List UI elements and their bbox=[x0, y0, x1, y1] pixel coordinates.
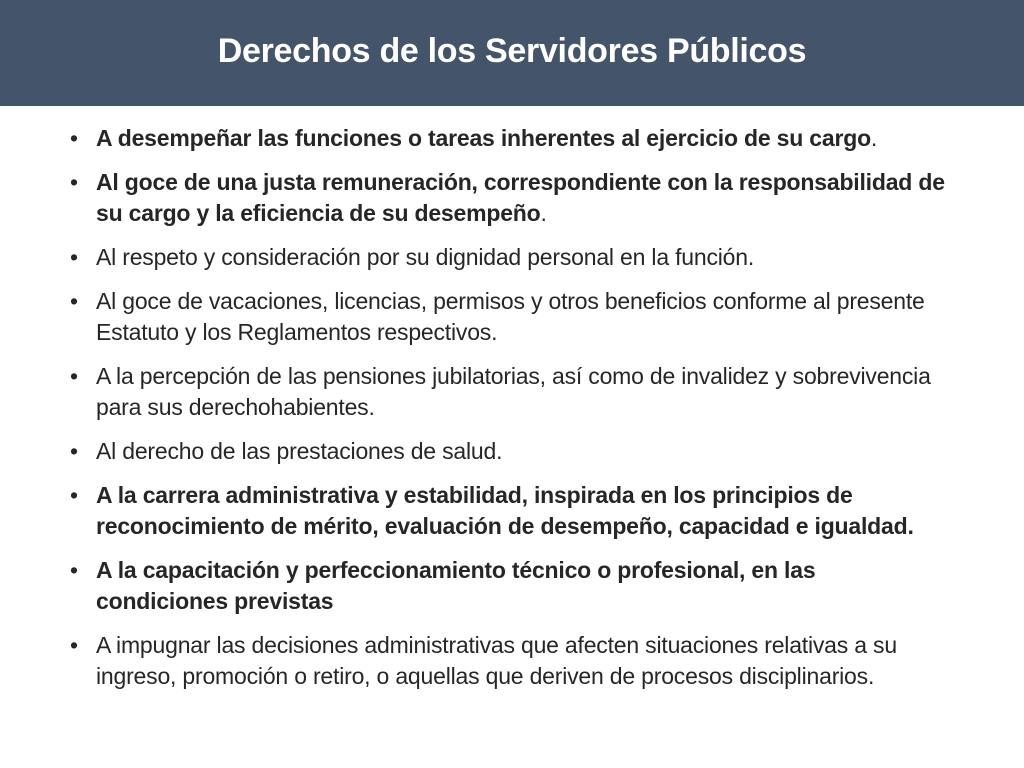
bullet-text: Al derecho de las prestaciones de salud. bbox=[96, 438, 503, 464]
bullet-content bbox=[70, 123, 950, 705]
bullet-text: A la carrera administrativa y estabilidad, inspirada en los principios de reconocimiento de mérito, evaluación de desempeño, capacidad e igualdad. bbox=[96, 482, 914, 539]
bullet-dot-icon: • bbox=[70, 169, 78, 195]
bullet-text: A la percepción de las pensiones jubilatorias, así como de invalidez y sobrevivencia para sus derechohabientes. bbox=[96, 363, 931, 420]
bullet-item bbox=[70, 630, 950, 692]
bullet-text: Al goce de vacaciones, licencias, permisos y otros beneficios conforme al presente Estatuto y los Reglamentos respectivos. bbox=[96, 288, 925, 345]
bullet-suffix: . bbox=[540, 200, 547, 226]
bullet-suffix: . bbox=[870, 125, 878, 151]
bullet-item bbox=[70, 242, 950, 273]
bullet-text: A impugnar las decisiones administrativas que afecten situaciones relativas a su ingreso, promoción o retiro, o aquellas que deriven de procesos disciplinarios. bbox=[96, 632, 897, 689]
bullet-dot-icon: • bbox=[70, 557, 78, 583]
bullet-item bbox=[70, 286, 950, 348]
bullet-item bbox=[70, 480, 950, 542]
bullet-item bbox=[70, 361, 950, 423]
bullet-dot-icon: • bbox=[70, 482, 78, 508]
bullet-text: Al respeto y consideración por su dignidad personal en la función. bbox=[96, 244, 755, 270]
bullet-item bbox=[70, 436, 950, 467]
bullet-item bbox=[70, 167, 950, 229]
bullet-dot-icon: • bbox=[70, 438, 78, 464]
bullet-dot-icon: • bbox=[70, 125, 78, 151]
bullet-item bbox=[70, 555, 950, 617]
bullet-text: Al goce de una justa remuneración, correspondiente con la responsabilidad de su cargo y la eficiencia de su desempeño bbox=[96, 169, 945, 226]
bullet-dot-icon: • bbox=[70, 288, 78, 314]
bullet-dot-icon: • bbox=[70, 363, 78, 389]
title-bar bbox=[0, 0, 1024, 106]
bullet-dot-icon: • bbox=[70, 244, 78, 270]
slide-title: Derechos de los Servidores Públicos bbox=[217, 31, 807, 70]
bullet-text: A desempeñar las funciones o tareas inherentes al ejercicio de su cargo bbox=[96, 125, 871, 151]
bullet-text: A la capacitación y perfeccionamiento técnico o profesional, en las condiciones previstas bbox=[96, 557, 816, 614]
bullet-dot-icon: • bbox=[70, 632, 78, 658]
bullet-list bbox=[70, 123, 950, 692]
bullet-item bbox=[70, 123, 950, 154]
